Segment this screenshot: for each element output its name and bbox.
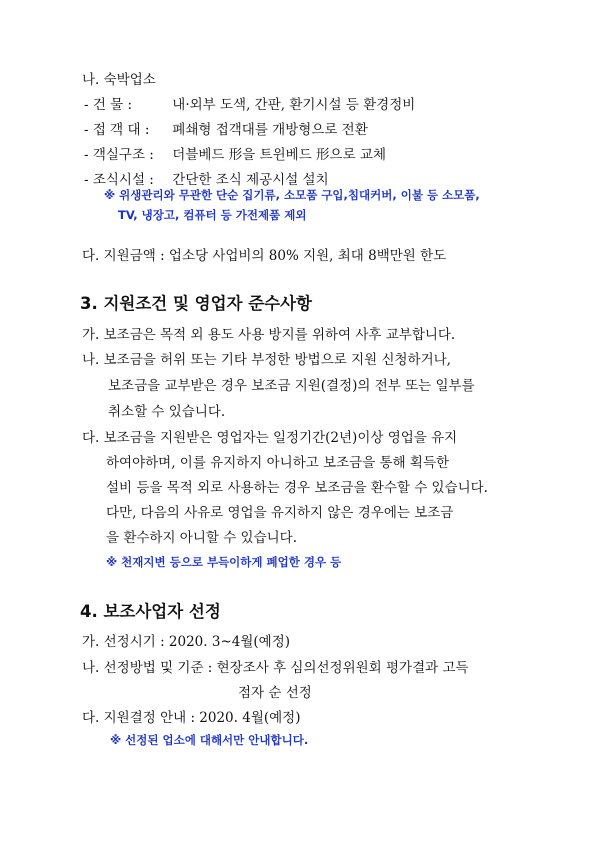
detail-label: - 접 객 대 : <box>84 122 150 138</box>
section3-item-da-line5: 을 환수하지 아니할 수 있습니다. <box>106 530 297 546</box>
section3-item-na-line2: 보조금을 교부받은 경우 보조금 지원(결정)의 전부 또는 일부를 <box>108 378 475 394</box>
detail-row-reception <box>84 120 368 140</box>
section3-item-da-line4: 다만, 다음의 사유로 영업을 유지하지 않은 경우에는 보조금 <box>106 505 454 521</box>
detail-value: 내·외부 도색, 간판, 환기시설 등 환경정비 <box>172 97 416 113</box>
section3-item-ga: 가. 보조금은 목적 외 용도 사용 방지를 위하여 사후 교부합니다. <box>82 327 456 343</box>
section3-heading: 3. 지원조건 및 영업자 준수사항 <box>80 294 312 313</box>
section3-item-da-line2: 하여야하며, 이를 유지하지 아니하고 보조금을 통해 획득한 <box>106 455 450 471</box>
section4-note: ※ 선정된 업소에 대해서만 안내합니다. <box>110 733 309 747</box>
detail-label: - 조식시설 : <box>84 172 154 188</box>
section3-item-da-line1: 다. 보조금을 지원받은 영업자는 일정기간(2년)이상 영업을 유지 <box>82 430 458 446</box>
detail-value: 폐쇄형 접객대를 개방형으로 전환 <box>172 122 368 138</box>
item-da-support-amount: 다. 지원금액 : 업소당 사업비의 80% 지원, 최대 8백만원 한도 <box>82 248 447 264</box>
detail-label: - 건 물 : <box>84 97 133 113</box>
detail-value: 간단한 조식 제공시설 설치 <box>172 172 329 188</box>
section3-item-da-line3: 설비 등을 목적 외로 사용하는 경우 보조금을 환수할 수 있습니다. <box>106 480 488 496</box>
exclusion-note-line2: TV, 냉장고, 컴퓨터 등 가전제품 제외 <box>118 208 307 222</box>
detail-row-building <box>84 95 415 115</box>
section4-item-ga: 가. 선정시기 : 2020. 3~4월(예정) <box>82 634 291 650</box>
section4-heading: 4. 보조사업자 선정 <box>80 602 221 621</box>
exclusion-note-line1: ※ 위생관리와 무관한 단순 집기류, 소모품 구입,침대커버, 이불 등 소모품, <box>104 188 480 202</box>
section3-note: ※ 천재지변 등으로 부득이하게 폐업한 경우 등 <box>106 555 342 569</box>
section3-item-na-line1: 나. 보조금을 허위 또는 기타 부정한 방법으로 지원 신청하거나, <box>82 352 451 368</box>
detail-label: - 객실구조 : <box>84 147 154 163</box>
detail-value: 더블베드 形을 트윈베드 形으로 교체 <box>172 147 386 163</box>
section4-item-da: 다. 지원결정 안내 : 2020. 4월(예정) <box>82 710 301 726</box>
section4-item-na-line2: 점자 순 선정 <box>238 685 312 701</box>
section3-item-na-line3: 취소할 수 있습니다. <box>108 404 226 420</box>
section4-item-na-line1: 나. 선정방법 및 기준 : 현장조사 후 심의선정위원회 평가결과 고득 <box>82 660 469 676</box>
detail-row-room <box>84 145 386 165</box>
item-na-lodging: 나. 숙박업소 <box>82 72 156 88</box>
